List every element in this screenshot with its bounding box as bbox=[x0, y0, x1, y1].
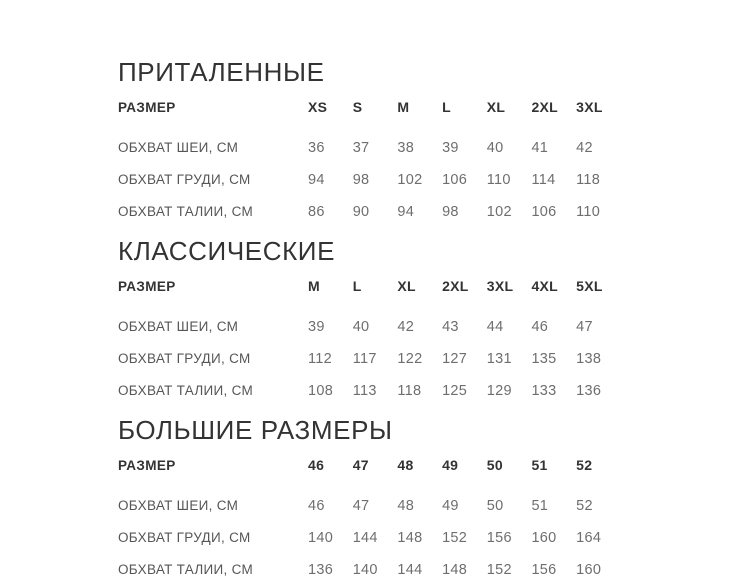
size-header-cell: 2XL bbox=[531, 99, 559, 115]
measurement-label: ОБХВАТ ШЕИ, СМ bbox=[118, 319, 239, 334]
measurement-value-cell: 156 bbox=[531, 562, 557, 578]
measurement-value-cell: 36 bbox=[308, 140, 325, 156]
measurement-label: ОБХВАТ ТАЛИИ, СМ bbox=[118, 562, 254, 577]
measurement-row bbox=[118, 499, 743, 513]
measurement-value-cell: 46 bbox=[531, 319, 549, 335]
size-header-label: РАЗМЕР bbox=[118, 458, 176, 473]
size-header-cell: 3XL bbox=[486, 278, 514, 294]
measurement-row bbox=[118, 352, 743, 366]
measurement-value-cell: 47 bbox=[576, 319, 593, 335]
size-header-cell: 52 bbox=[576, 457, 593, 473]
size-header-cell: 51 bbox=[531, 457, 548, 473]
size-table bbox=[118, 279, 743, 398]
measurement-value-cell: 98 bbox=[352, 172, 370, 188]
measurement-value-cell: 144 bbox=[397, 562, 423, 578]
measurement-value-cell: 110 bbox=[576, 204, 601, 220]
measurement-value-cell: 38 bbox=[397, 140, 415, 156]
size-section bbox=[118, 236, 743, 398]
measurement-value-cell: 94 bbox=[308, 172, 325, 188]
size-section bbox=[118, 415, 743, 577]
size-header-label: РАЗМЕР bbox=[118, 100, 176, 115]
size-section bbox=[118, 57, 743, 219]
measurement-value-cell: 106 bbox=[531, 204, 557, 220]
measurement-value-cell: 102 bbox=[486, 204, 512, 220]
size-header-cell: L bbox=[442, 99, 451, 115]
measurement-value-cell: 110 bbox=[486, 172, 511, 188]
measurement-value-cell: 43 bbox=[442, 319, 459, 335]
size-header-cell: 49 bbox=[442, 457, 459, 473]
size-header-row bbox=[118, 279, 743, 294]
measurement-value-cell: 49 bbox=[442, 498, 459, 514]
measurement-value-cell: 136 bbox=[576, 383, 602, 399]
size-header-cell: 4XL bbox=[531, 278, 559, 294]
size-header-cell: M bbox=[397, 99, 410, 115]
measurement-value-cell: 108 bbox=[308, 383, 334, 399]
measurement-label: ОБХВАТ ШЕИ, СМ bbox=[118, 140, 239, 155]
size-header-cell: 46 bbox=[308, 457, 325, 473]
size-header-cell: M bbox=[308, 278, 320, 294]
measurement-row bbox=[118, 531, 743, 545]
measurement-value-cell: 127 bbox=[442, 351, 468, 367]
measurement-value-cell: 86 bbox=[308, 204, 325, 220]
measurement-label: ОБХВАТ ГРУДИ, СМ bbox=[118, 172, 251, 187]
measurement-value-cell: 40 bbox=[352, 319, 370, 335]
size-header-cell: S bbox=[352, 99, 363, 115]
measurement-label: ОБХВАТ ШЕИ, СМ bbox=[118, 498, 239, 513]
measurement-value-cell: 94 bbox=[397, 204, 415, 220]
measurement-value-cell: 122 bbox=[397, 351, 423, 367]
measurement-value-cell: 152 bbox=[442, 530, 468, 546]
measurement-value-cell: 47 bbox=[352, 498, 370, 514]
measurement-value-cell: 39 bbox=[442, 140, 459, 156]
measurement-value-cell: 136 bbox=[308, 562, 334, 578]
measurement-value-cell: 40 bbox=[486, 140, 504, 156]
measurement-value-cell: 118 bbox=[397, 383, 422, 399]
size-table bbox=[118, 458, 743, 577]
measurement-value-cell: 102 bbox=[397, 172, 423, 188]
section-title: КЛАССИЧЕСКИЕ bbox=[118, 236, 336, 266]
measurement-value-cell: 135 bbox=[531, 351, 557, 367]
measurement-label: ОБХВАТ ТАЛИИ, СМ bbox=[118, 204, 254, 219]
measurement-value-cell: 117 bbox=[352, 351, 377, 367]
measurement-row bbox=[118, 173, 743, 187]
measurement-value-cell: 156 bbox=[486, 530, 512, 546]
measurement-value-cell: 160 bbox=[576, 562, 602, 578]
measurement-value-cell: 118 bbox=[576, 172, 601, 188]
measurement-value-cell: 112 bbox=[308, 351, 333, 367]
measurement-value-cell: 113 bbox=[352, 383, 377, 399]
measurement-value-cell: 39 bbox=[308, 319, 325, 335]
measurement-value-cell: 138 bbox=[576, 351, 602, 367]
size-header-cell: XS bbox=[308, 99, 328, 115]
measurement-value-cell: 144 bbox=[352, 530, 378, 546]
measurement-row bbox=[118, 384, 743, 398]
size-header-cell: 47 bbox=[352, 457, 369, 473]
measurement-value-cell: 140 bbox=[352, 562, 378, 578]
measurement-value-cell: 50 bbox=[486, 498, 504, 514]
measurement-row bbox=[118, 141, 743, 155]
measurement-value-cell: 160 bbox=[531, 530, 557, 546]
measurement-value-cell: 42 bbox=[576, 140, 593, 156]
size-header-cell: 48 bbox=[397, 457, 414, 473]
measurement-value-cell: 129 bbox=[486, 383, 512, 399]
measurement-label: ОБХВАТ ТАЛИИ, СМ bbox=[118, 383, 254, 398]
measurement-value-cell: 148 bbox=[442, 562, 468, 578]
measurement-value-cell: 37 bbox=[352, 140, 370, 156]
size-header-cell: 3XL bbox=[576, 99, 603, 115]
measurement-row bbox=[118, 320, 743, 334]
measurement-value-cell: 125 bbox=[442, 383, 468, 399]
measurement-value-cell: 164 bbox=[576, 530, 602, 546]
size-header-cell: 5XL bbox=[576, 278, 603, 294]
size-header-cell: L bbox=[352, 278, 362, 294]
measurement-value-cell: 152 bbox=[486, 562, 512, 578]
measurement-label: ОБХВАТ ГРУДИ, СМ bbox=[118, 530, 251, 545]
size-header-row bbox=[118, 100, 743, 115]
measurement-value-cell: 51 bbox=[531, 498, 549, 514]
size-header-cell: 2XL bbox=[442, 278, 469, 294]
section-title: БОЛЬШИЕ РАЗМЕРЫ bbox=[118, 415, 393, 445]
measurement-value-cell: 48 bbox=[397, 498, 415, 514]
measurement-value-cell: 106 bbox=[442, 172, 468, 188]
measurement-value-cell: 148 bbox=[397, 530, 423, 546]
measurement-value-cell: 131 bbox=[486, 351, 512, 367]
size-header-cell: XL bbox=[397, 278, 416, 294]
measurement-row bbox=[118, 205, 743, 219]
measurement-value-cell: 140 bbox=[308, 530, 334, 546]
measurement-value-cell: 98 bbox=[442, 204, 459, 220]
measurement-label: ОБХВАТ ГРУДИ, СМ bbox=[118, 351, 251, 366]
measurement-value-cell: 46 bbox=[308, 498, 325, 514]
measurement-value-cell: 52 bbox=[576, 498, 593, 514]
measurement-value-cell: 42 bbox=[397, 319, 415, 335]
size-header-label: РАЗМЕР bbox=[118, 279, 176, 294]
measurement-value-cell: 41 bbox=[531, 140, 549, 156]
size-header-row bbox=[118, 458, 743, 473]
measurement-value-cell: 133 bbox=[531, 383, 557, 399]
size-header-cell: XL bbox=[486, 99, 506, 115]
measurement-value-cell: 114 bbox=[531, 172, 556, 188]
section-title: ПРИТАЛЕННЫЕ bbox=[118, 57, 325, 87]
size-table bbox=[118, 100, 743, 219]
measurement-value-cell: 44 bbox=[486, 319, 504, 335]
measurement-value-cell: 90 bbox=[352, 204, 370, 220]
measurement-row bbox=[118, 563, 743, 577]
size-header-cell: 50 bbox=[486, 457, 503, 473]
